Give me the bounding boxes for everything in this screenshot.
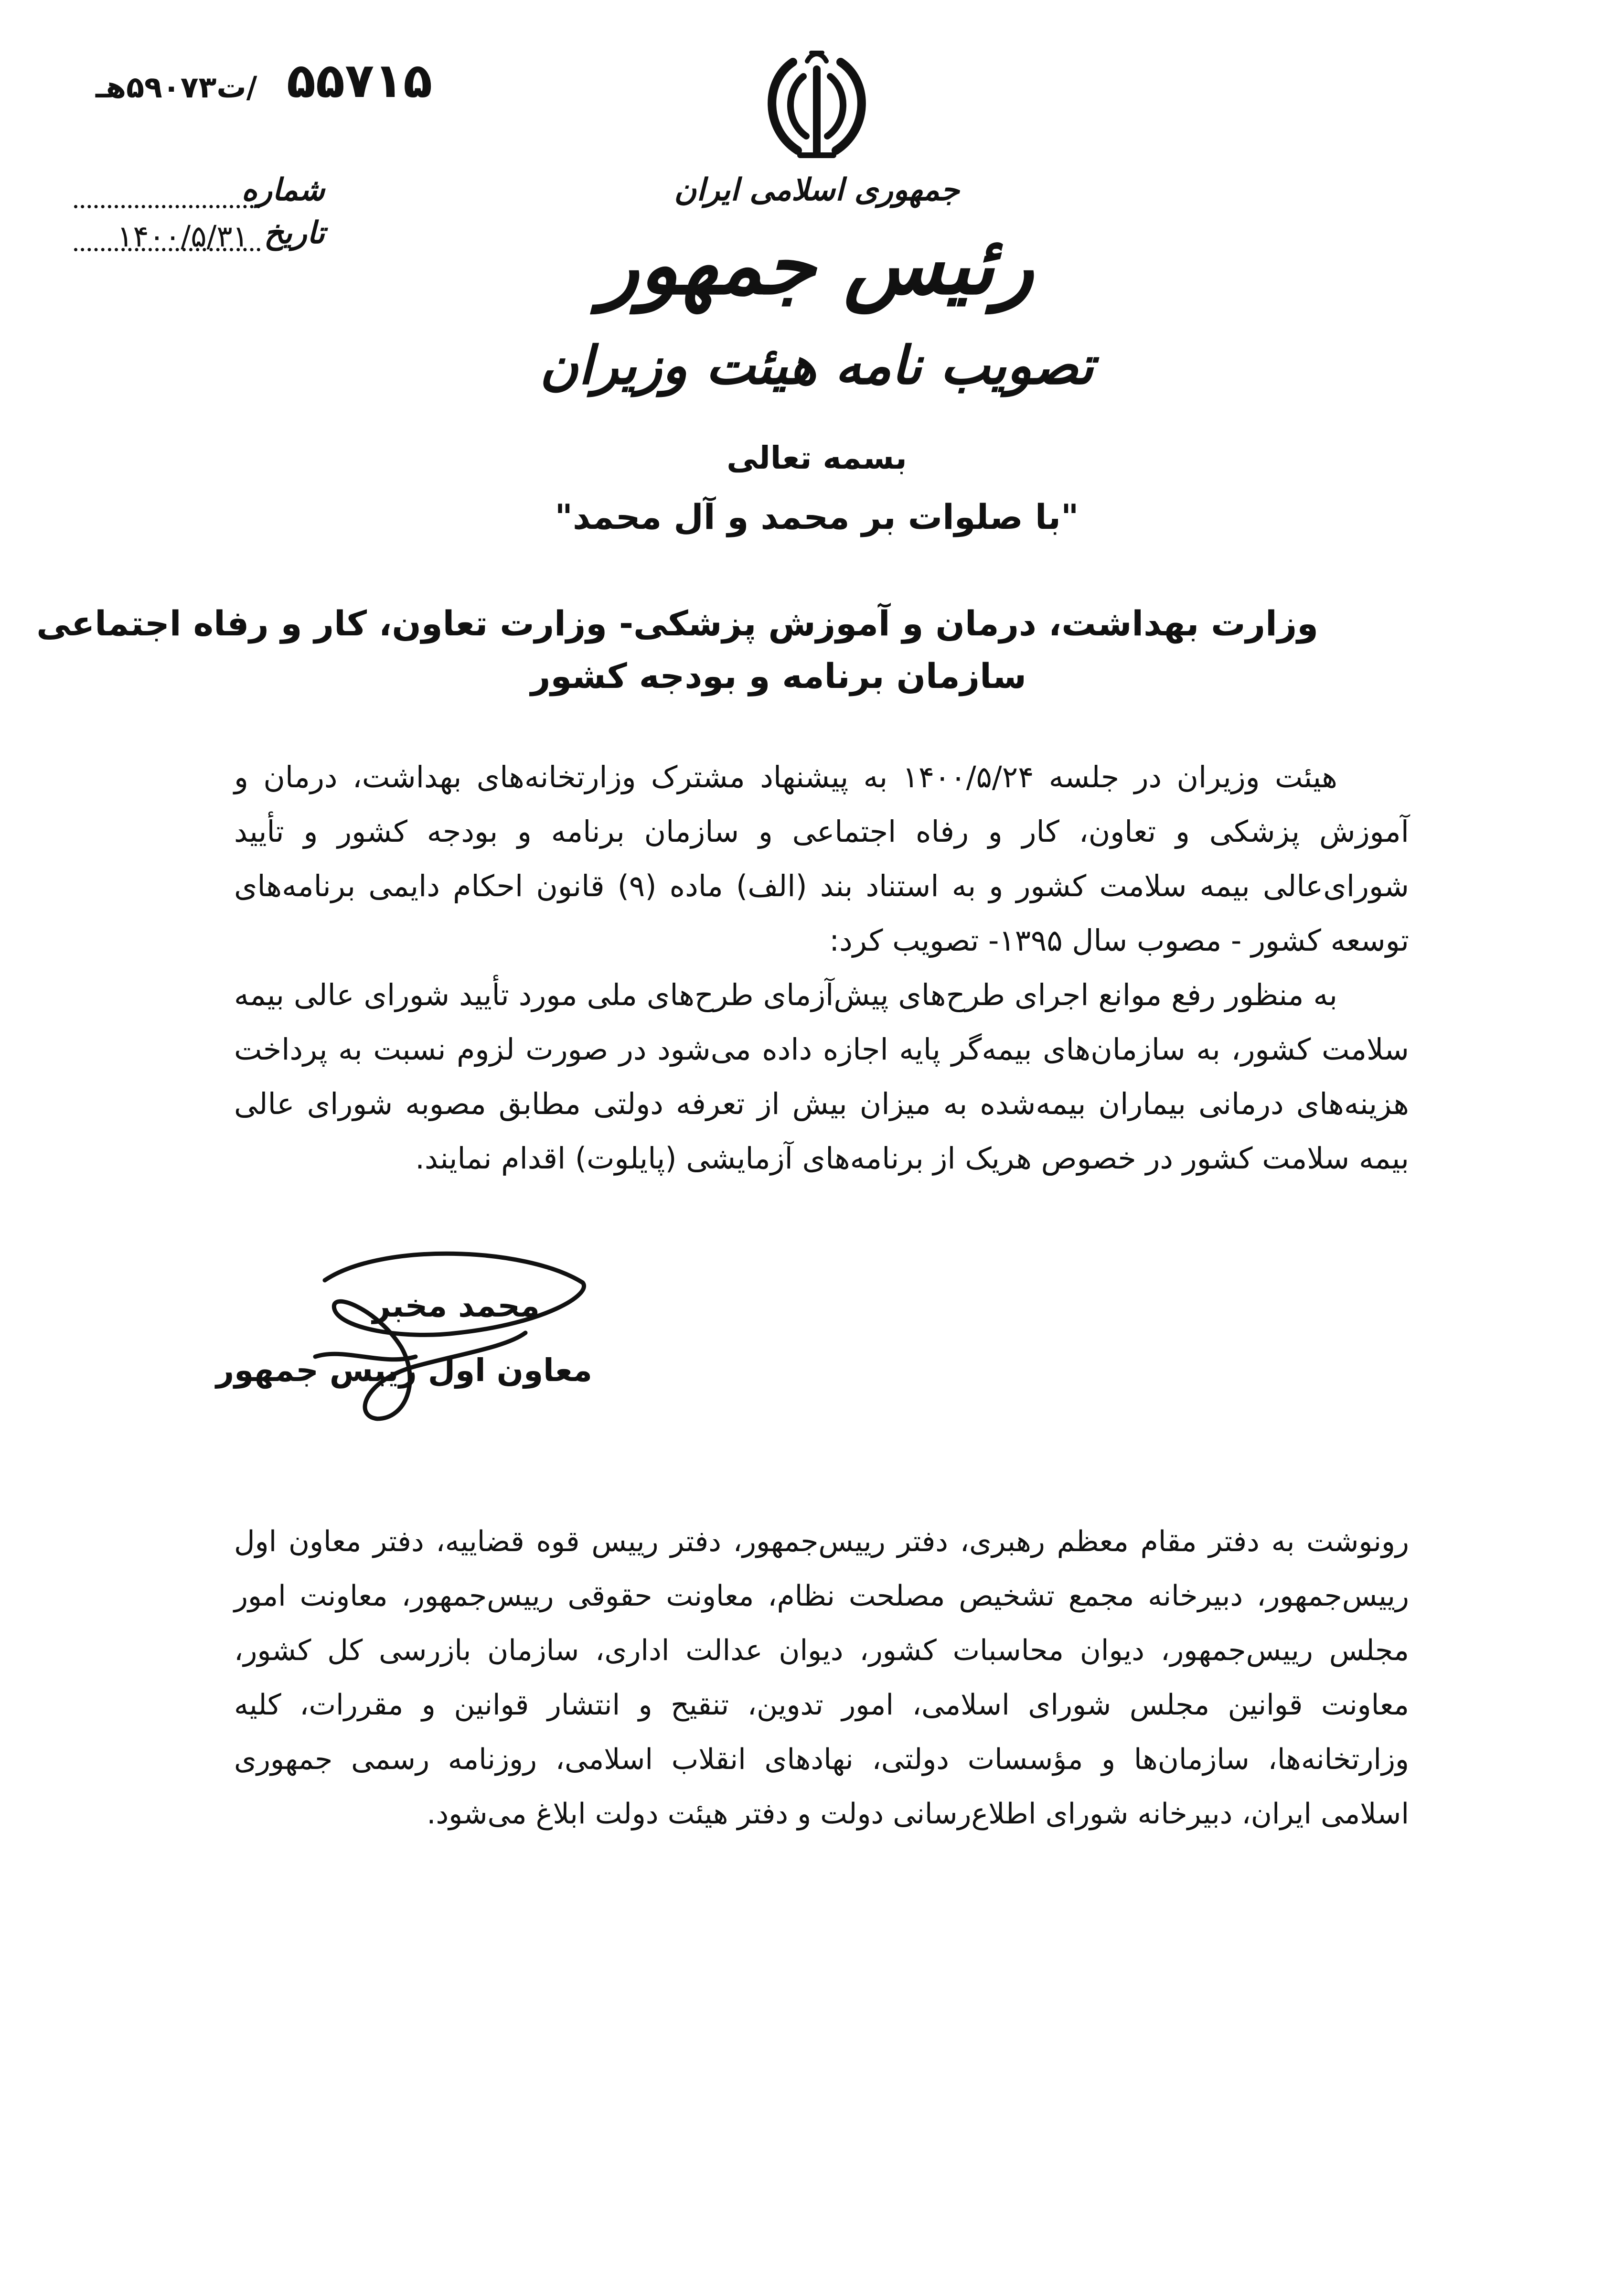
invocation: بسمه تعالی: [727, 439, 907, 476]
iran-emblem-icon: [759, 43, 874, 162]
copy-distribution: رونوشت به دفتر مقام معظم رهبری، دفتر رییس‌جمهور، دفتر رییس قوه قضاییه، دفتر معاون اول رییس‌جمهور، دبیرخانه مجمع تشخیص مصلحت نظام، معاونت حقوقی رییس‌جمهور، معاونت امور مجلس رییس‌جمهور، دیوان محاسبات کشور، دیوان عدالت اداری، سازمان بازرسی کل کشور، معاونت قوانین مجلس شورای اسلامی، امور تدوین، تنقیح و انتشار قوانین و مقررات، کلیه وزارتخانه‌ها، سازمان‌ها و مؤسسات دولتی، نهادهای انقلاب اسلامی، روزنامه رسمی جمهوری اسلامی ایران، دبیرخانه شورای اطلاع‌رسانی دولت و دفتر هیئت دولت ابلاغ می‌شود.: [234, 1525, 1409, 1831]
date-field: [67, 215, 325, 258]
reference-number-suffix: /ت۵۹۰۷۳هـ: [96, 70, 257, 105]
office-title: رئیس جمهور: [599, 217, 1034, 313]
handwritten-signature-icon: [258, 1237, 602, 1443]
signatory-name: محمد مخبر: [372, 1287, 540, 1324]
signature-block: [216, 1237, 602, 1443]
decree-body: [234, 750, 1409, 1186]
number-field: [67, 172, 325, 215]
reference-number: [96, 53, 459, 110]
recipients: [36, 597, 1318, 702]
date-value: ۱۴۰۰/۵/۳۱: [117, 219, 248, 254]
country-name: جمهوری اسلامی ایران: [674, 172, 960, 208]
recipients-line-2: سازمان برنامه و بودجه کشور: [531, 656, 1026, 696]
recipients-line-1: وزارت بهداشت، درمان و آموزش پزشکی- وزارت تعاون، کار و رفاه اجتماعی: [36, 603, 1318, 643]
date-label: تاریخ: [264, 215, 325, 251]
signatory-title: معاون اول رییس جمهور: [216, 1352, 592, 1389]
body-paragraph-1: هیئت وزیران در جلسه ۱۴۰۰/۵/۲۴ به پیشنهاد مشترک وزارتخانه‌های بهداشت، درمان و آموزش پزشکی و تعاون، کار و رفاه اجتماعی و سازمان برنامه و بودجه کشور و تأیید شورای‌عالی بیمه سلامت کشور و به استناد بند (الف) ماده (۹) قانون احکام دایمی برنامه‌های توسعه کشور - مصوب سال ۱۳۹۵- تصویب کرد:: [234, 760, 1409, 958]
salawat: "با صلوات بر محمد و آل محمد": [555, 497, 1079, 537]
number-label: شماره: [241, 172, 325, 208]
reference-number-main: ۵۵۷۱۵: [287, 53, 433, 108]
number-dotted-line: [74, 205, 260, 208]
document-type: تصویب نامه هیئت وزیران: [540, 334, 1094, 396]
body-paragraph-2: به منظور رفع موانع اجرای طرح‌های پیش‌آزمای طرح‌های ملی مورد تأیید شورای عالی بیمه سلامت کشور، به سازمان‌های بیمه‌گر پایه اجازه داده می‌شود در صورت لزوم نسبت به پرداخت هزینه‌های درمانی بیماران بیمه‌شده به میزان بیش از تعرفه دولتی مطابق مصوبه شورای عالی بیمه سلامت کشور در خصوص هریک از برنامه‌های آزمایشی (پایلوت) اقدام نمایند.: [234, 977, 1409, 1176]
